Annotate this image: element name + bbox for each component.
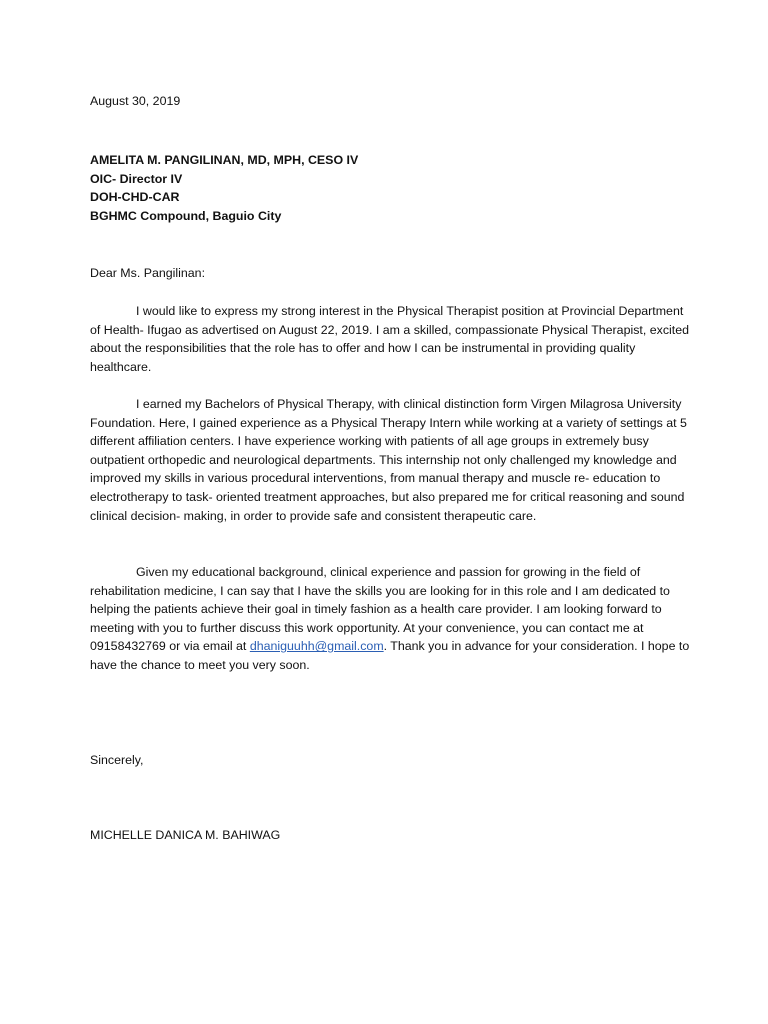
salutation: Dear Ms. Pangilinan:	[90, 266, 206, 280]
paragraph-text-before-email: Given my educational background, clinical experience and passion for growing in the field of rehabilitation medicine, I can say that I have the skills you are looking for in this role and I am dedicated to helping the patients achieve their goal in timely fashion as a health care provider. I am looking forward to meeting with you to further discuss this work opportunity. At your convenience, you can contact me at 09158432769 or via email at	[90, 565, 670, 654]
recipient-name: AMELITA M. PANGILINAN, MD, MPH, CESO IV	[90, 153, 359, 167]
email-link[interactable]: dhaniguuhh@gmail.com	[249, 639, 384, 654]
recipient-title: OIC- Director IV	[90, 171, 183, 186]
signature-name: MICHELLE DANICA M. BAHIWAG	[90, 828, 281, 842]
recipient-address: BGHMC Compound, Baguio City	[90, 208, 282, 223]
paragraph-text-after-email: . Thank you in advance for your consideration. I hope to have the chance to meet you very soon.	[90, 639, 690, 672]
paragraph-experience: I earned my Bachelors of Physical Therapy, with clinical distinction form Virgen Milagrosa University Foundation. Here, I gained experience as a Physical Therapy Intern while working at a variety of settings at 5 different affiliation centers. I have experience working with patients of all age groups in extremely busy outpatient orthopedic and neurological departments. This internship not only challenged my knowledge and improved my skills in various procedural interventions, from manual therapy and muscle re- education to electrotherapy to task- oriented treatment approaches, but also prepared me for critical reasoning and sound clinical decision- making, in order to provide safe and consistent therapeutic care.	[90, 397, 687, 523]
recipient-block	[90, 151, 690, 225]
recipient-office: DOH-CHD-CAR	[90, 190, 180, 205]
paragraph-closing-remarks	[90, 563, 690, 675]
paragraph-intro: I would like to express my strong interest in the Physical Therapist position at Provincial Department of Health- Ifugao as advertised on August 22, 2019. I am a skilled, compassionate Physical Therapist, excited about the responsibilities that the role has to offer and how I can be instrumental in providing quality healthcare.	[90, 304, 689, 374]
closing: Sincerely,	[90, 753, 144, 767]
letter-date: August 30, 2019	[90, 94, 181, 108]
